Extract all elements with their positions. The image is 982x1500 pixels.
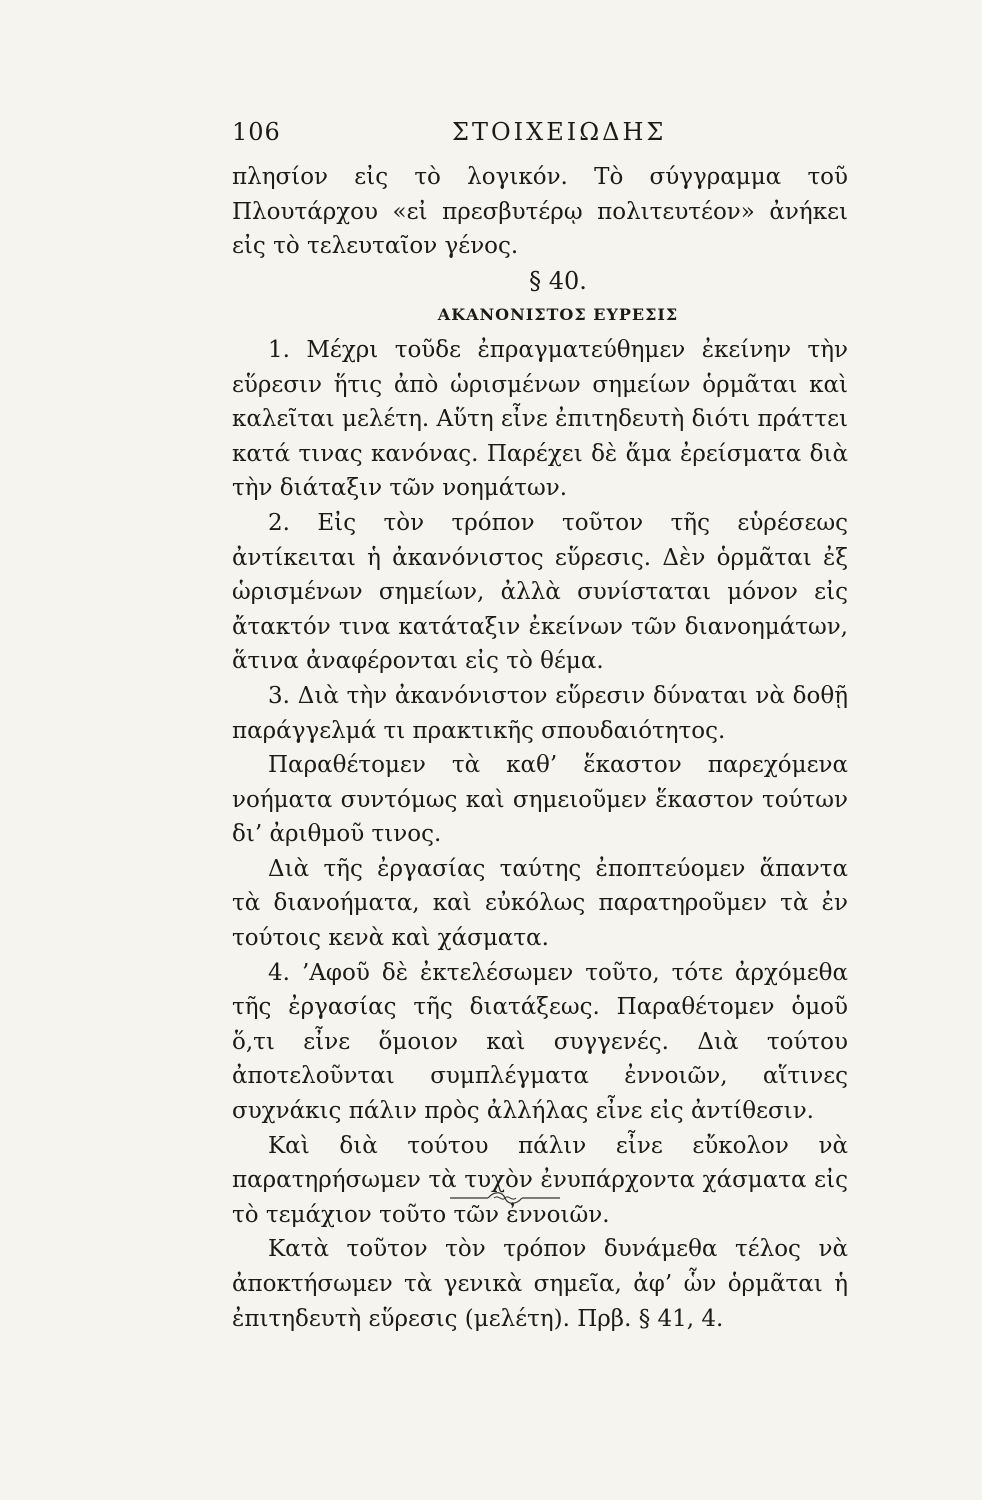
paragraph-3: 3. Διὰ τὴν ἀκανόνιστον εὕρεσιν δύναται νὰ δοθῇ παράγγελμά τι πρακτικῆς σπουδαιότητος. [232, 682, 848, 744]
section-number: § 40. [529, 266, 587, 295]
paragraph-3b: Διὰ τῆς ἐργασίας ταύτης ἐποπτεύομεν ἅπαντα τὰ διανοήματα, καὶ εὐκόλως παρατηροῦμεν τὰ ἐν τούτοις κενὰ καὶ χάσματα. [232, 855, 848, 952]
paragraph-4b: Κατὰ τοῦτον τὸν τρόπον δυνάμεθα τέλος νὰ ἀποκτήσωμεν τὰ γενικὰ σημεῖα, ἀφ’ ὧν ὁρμᾶται ἡ ἐπιτηδευτὴ εὕρεσις (μελέτη). Πρβ. § 41, 4. [232, 1236, 848, 1332]
intro-paragraph: πλησίον εἰς τὸ λογικόν. Τὸ σύγγραμμα τοῦ Πλουτάρχου «εἰ πρεσβυτέρῳ πολιτευτέον» ἀνήκει εἰς τὸ τελευταῖον γένος. [232, 164, 848, 260]
paragraph-4: 4. ’Αφοῦ δὲ ἐκτελέσωμεν τοῦτο, τότε ἀρχόμεθα τῆς ἐργασίας τῆς διατάξεως. Παραθέτομεν ὁμοῦ ὅ,τι εἶνε ὅμοιον καὶ συγγενές. Διὰ τούτου ἀποτελοῦνται συμπλέγματα ἐννοιῶν, αἵτινες συχνάκις πάλιν πρὸς ἀλλήλας εἶνε εἰς ἀντίθεσιν. [232, 959, 848, 1125]
paragraph-1: 1. Μέχρι τοῦδε ἐπραγματεύθημεν ἐκείνην τὴν εὕρεσιν ἥτις ἀπὸ ὡρισμένων σημείων ὁρμᾶται καὶ καλεῖται μελέτη. Αὕτη εἶνε ἐπιτηδευτὴ διότι πράττει κατά τινας κανόνας. Παρέχει δὲ ἅμα ἐρείσματα διὰ τὴν διάταξιν τῶν νοημάτων. [232, 336, 848, 502]
body-text [232, 160, 848, 1336]
paragraph-4a: Καὶ διὰ τούτου πάλιν εἶνε εὔκολον νὰ παρατηρήσωμεν τὰ τυχὸν ἐνυπάρχοντα χάσματα εἰς τὸ τεμάχιον τοῦτο τῶν ἐννοιῶν. [232, 1132, 848, 1228]
end-ornament-icon [450, 1188, 560, 1208]
running-head: ΣΤΟΙΧΕΙΩΔΗΣ [452, 118, 667, 146]
paragraph-3a: Παραθέτομεν τὰ καθ’ ἕκαστον παρεχόμενα νοήματα συντόμως καὶ σημειοῦμεν ἕκαστον τούτων δι’ ἀριθμοῦ τινος. [232, 752, 848, 848]
paragraph-2: 2. Εἰς τὸν τρόπον τοῦτον τῆς εὑρέσεως ἀντίκειται ἡ ἀκανόνιστος εὕρεσις. Δὲν ὁρμᾶται ἐξ ὡρισμένων σημείων, ἀλλὰ συνίσταται μόνον εἰς ἄτακτόν τινα κατάταξιν ἐκείνων τῶν διανοημάτων, ἅτινα ἀναφέρονται εἰς τὸ θέμα. [232, 509, 848, 675]
page-number: 106 [232, 118, 281, 146]
section-title: ΑΚΑΝΟΝΙΣΤΟΣ ΕΥΡΕΣΙΣ [437, 305, 679, 325]
